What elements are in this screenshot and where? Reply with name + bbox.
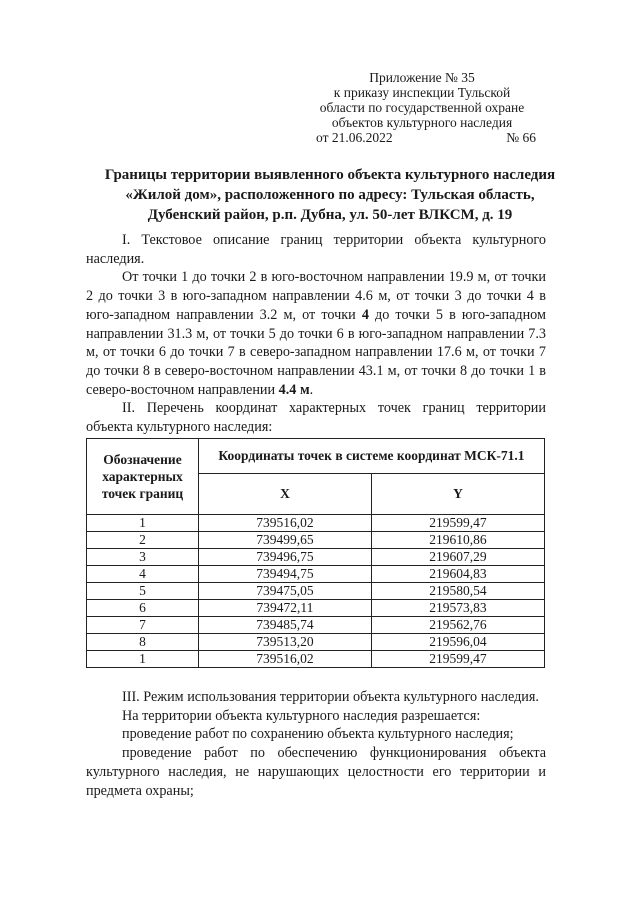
cell-point: 1 [87, 515, 199, 532]
cell-y: 219580,54 [371, 583, 544, 600]
cell-x: 739513,20 [199, 634, 372, 651]
column-header-y: Y [371, 474, 544, 515]
cell-point: 7 [87, 617, 199, 634]
cell-x: 739496,75 [199, 549, 372, 566]
appendix-line: области по государственной охране [319, 100, 525, 115]
appendix-line: к приказу инспекции Тульской [333, 85, 511, 100]
title-line: Дубенский район, р.п. Дубна, ул. 50-лет ВЛКСМ, д. 19 [147, 207, 513, 223]
cell-y: 219596,04 [371, 634, 544, 651]
appendix-number: Приложение № 35 [369, 70, 475, 85]
cell-point: 3 [87, 549, 199, 566]
cell-x: 739499,65 [199, 532, 372, 549]
section-heading: III. Режим использования территории объекта культурного наследия. [122, 689, 539, 705]
cell-x: 739485,74 [199, 617, 372, 634]
cell-point: 8 [87, 634, 199, 651]
table-row [87, 617, 545, 634]
cell-x: 739494,75 [199, 566, 372, 583]
table-row [87, 549, 545, 566]
cell-x: 739516,02 [199, 515, 372, 532]
table-row [87, 566, 545, 583]
title-line: Границы территории выявленного объекта культурного наследия [104, 167, 556, 183]
cell-point: 2 [87, 532, 199, 549]
cell-x: 739472,11 [199, 600, 372, 617]
table-row [87, 634, 545, 651]
title-line: «Жилой дом», расположенного по адресу: Тульская область, [125, 187, 535, 203]
appendix-header [292, 70, 552, 130]
cell-point: 6 [87, 600, 199, 617]
cell-y: 219599,47 [371, 515, 544, 532]
cell-y: 219610,86 [371, 532, 544, 549]
column-header-point: Обозначение характерных точек границ [87, 439, 199, 515]
paragraph: На территории объекта культурного наследия разрешается: [122, 707, 481, 724]
column-header-coordinates: Координаты точек в системе координат МСК-71.1 [199, 439, 545, 474]
cell-y: 219604,83 [371, 566, 544, 583]
cell-y: 219573,83 [371, 600, 544, 617]
column-header-x: X [199, 474, 372, 515]
cell-y: 219562,76 [371, 617, 544, 634]
table-row [87, 532, 545, 549]
cell-y: 219607,29 [371, 549, 544, 566]
appendix-line: объектов культурного наследия [331, 115, 513, 130]
section-heading: II. Перечень координат характерных точек границ территории объекта культурного наследия: [86, 400, 546, 436]
order-date: от 21.06.2022 [316, 130, 393, 145]
paragraph: проведение работ по обеспечению функционирования объекта культурного наследия, не нарушающих целостности его территории и предмета охраны; [86, 745, 546, 799]
cell-x: 739475,05 [199, 583, 372, 600]
cell-point: 5 [87, 583, 199, 600]
table-row [87, 600, 545, 617]
cell-y: 219599,47 [371, 651, 544, 668]
table-row [87, 583, 545, 600]
table-row [87, 515, 545, 532]
order-number: № 66 [506, 130, 536, 145]
paragraph: От точки 1 до точки 2 в юго-восточном направлении 19.9 м, от точки 2 до точки 3 в юго-западном направлении 4.6 м, от точки 3 до точки 4 в юго-западном направлении 3.2 м, от точки 4 до точки 5 в юго-западном направлении 31.3 м, от точки 5 до точки 6 в юго-западном направлении 7.3 м, от точки 6 до точки 7 в северо-западном направлении 17.6 м, от точки 7 до точки 8 в северо-восточном направлении 43.1 м, от точки 8 до точки 1 в северо-восточном направлении 4.4 м. [86, 269, 546, 398]
cell-x: 739516,02 [199, 651, 372, 668]
section-1 [86, 231, 546, 437]
coordinates-table [86, 438, 545, 668]
paragraph: проведение работ по сохранению объекта культурного наследия; [122, 726, 514, 743]
cell-point: 4 [87, 566, 199, 583]
document-title [70, 165, 590, 225]
section-3 [86, 688, 546, 800]
order-date-number [316, 130, 536, 146]
cell-point: 1 [87, 651, 199, 668]
table-row [87, 651, 545, 668]
table-body [87, 515, 545, 668]
section-heading: I. Текстовое описание границ территории объекта культурного наследия. [86, 232, 546, 267]
